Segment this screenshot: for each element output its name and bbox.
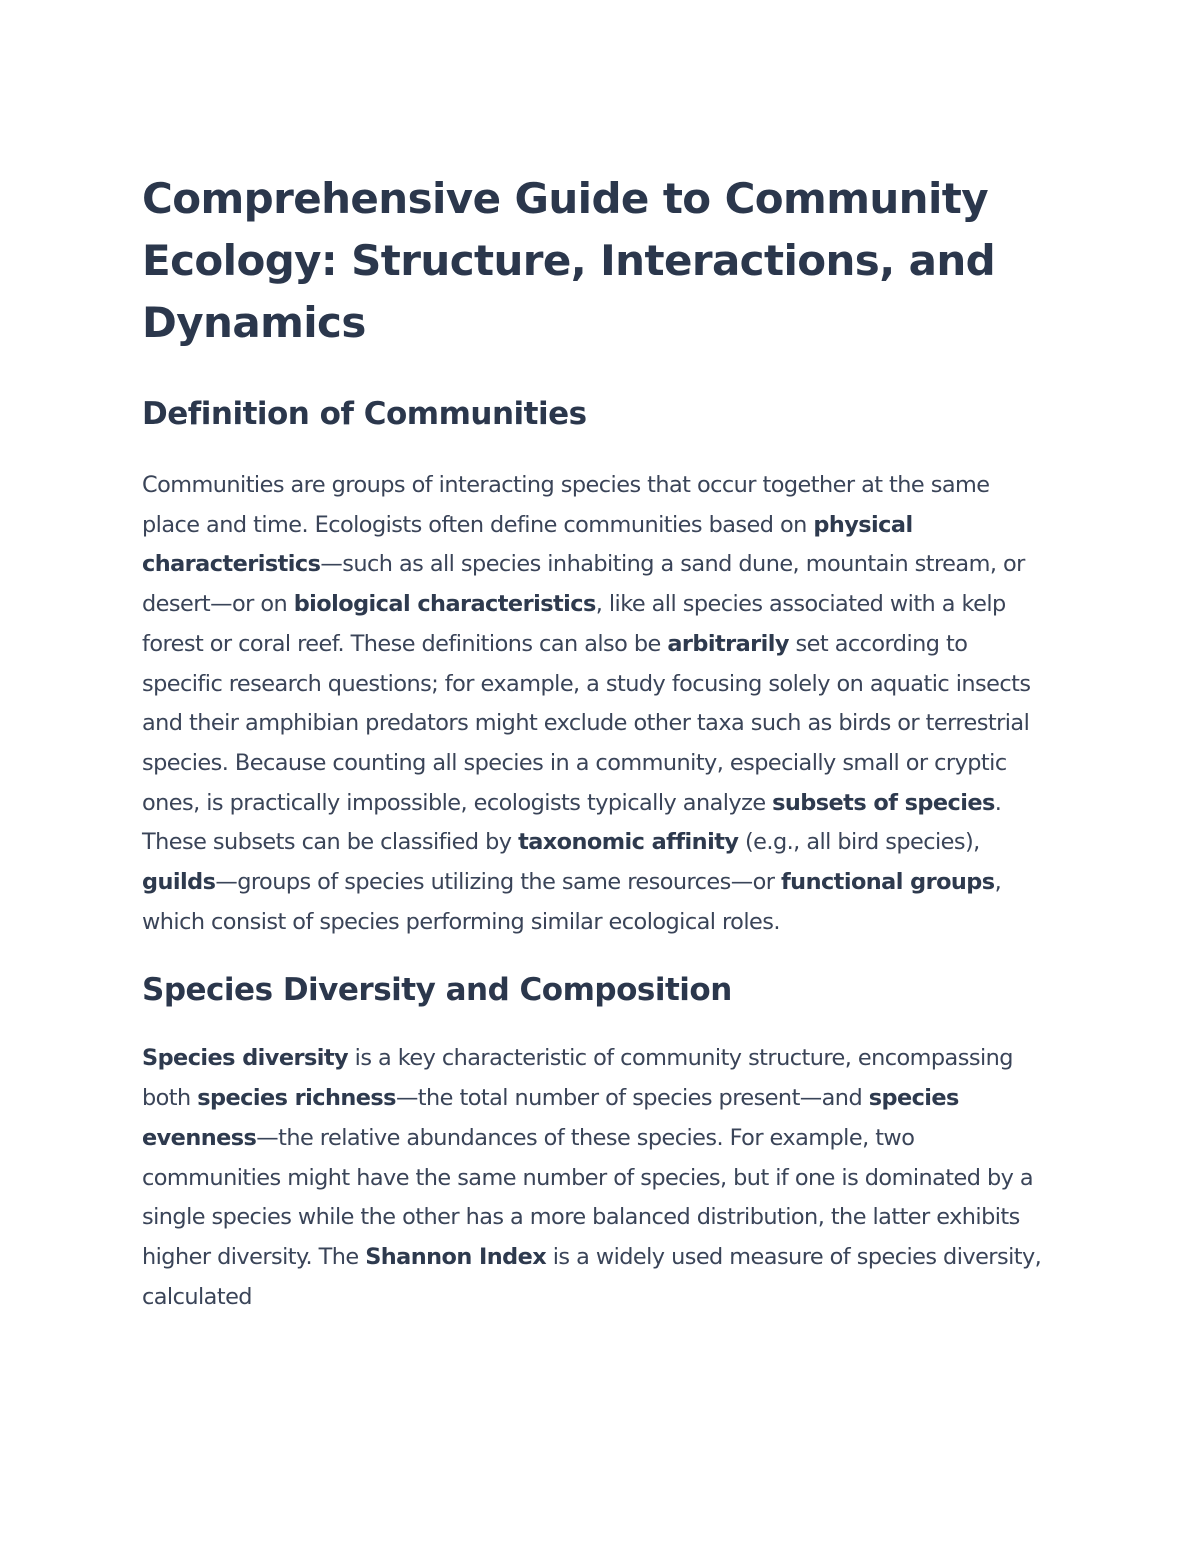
paragraph-text: , which consist of species performing similar ecological roles. (142, 869, 1002, 935)
paragraph-text: . These subsets can be classified by (142, 789, 1002, 856)
paragraph-text: (e.g., all bird species), (738, 829, 980, 856)
bold-term-arbitrarily: arbitrarily (667, 630, 789, 657)
paragraph-text: set according to specific research questions; for example, a study focusing solely on aquatic insects and their amphibian predators might exclude other taxa such as birds or terrestrial species. Because counting all species in a community, especially small or cryptic ones, is practically impossible, ecologists typically analyze (142, 630, 1031, 816)
document-page (142, 168, 1052, 1317)
paragraph-text: —the relative abundances of these species. For example, two communities might have the same number of species, but if one is dominated by a single species while the other has a more balanced distribution, the latter exhibits higher diversity. The (142, 1124, 1034, 1270)
section-heading-definition-of-communities: Definition of Communities (142, 396, 587, 432)
paragraph-text: —the total number of species present—and (395, 1085, 869, 1112)
bold-term-physical-characteristics: physical characteristics (142, 511, 913, 578)
bold-term-shannon-index: Shannon Index (365, 1243, 547, 1270)
section-paragraph-definition (142, 466, 1052, 942)
paragraph-text: —groups of species utilizing the same resources—or (215, 869, 781, 896)
section-heading-species-diversity: Species Diversity and Composition (142, 972, 732, 1009)
paragraph-text: is a key characteristic of community structure, encompassing both (142, 1045, 1013, 1112)
bold-term-species-richness: species richness (197, 1085, 396, 1112)
bold-term-species-evenness: species evenness (142, 1085, 959, 1151)
document-title: Comprehensive Guide to Community Ecology: Structure, Interactions, and Dynamics (142, 174, 996, 347)
section-paragraph-species-diversity (142, 1039, 1052, 1317)
bold-term-taxonomic-affinity: taxonomic affinity (518, 829, 739, 856)
paragraph-text: —such as all species inhabiting a sand dune, mountain stream, or desert—or on (142, 551, 1025, 618)
bold-term-guilds: guilds (142, 869, 216, 896)
paragraph-text: is a widely used measure of species diversity, calculated (142, 1243, 1042, 1310)
bold-term-functional-groups: functional groups (780, 869, 995, 896)
bold-term-species-diversity: Species diversity (142, 1045, 349, 1072)
bold-term-subsets-of-species: subsets of species (772, 789, 995, 816)
paragraph-text: Communities are groups of interacting species that occur together at the same place and time. Ecologists often define communities based on (142, 472, 990, 538)
paragraph-text: , like all species associated with a kelp forest or coral reef. These definitions can also be (142, 591, 1006, 657)
bold-term-biological-characteristics: biological characteristics (293, 591, 596, 618)
